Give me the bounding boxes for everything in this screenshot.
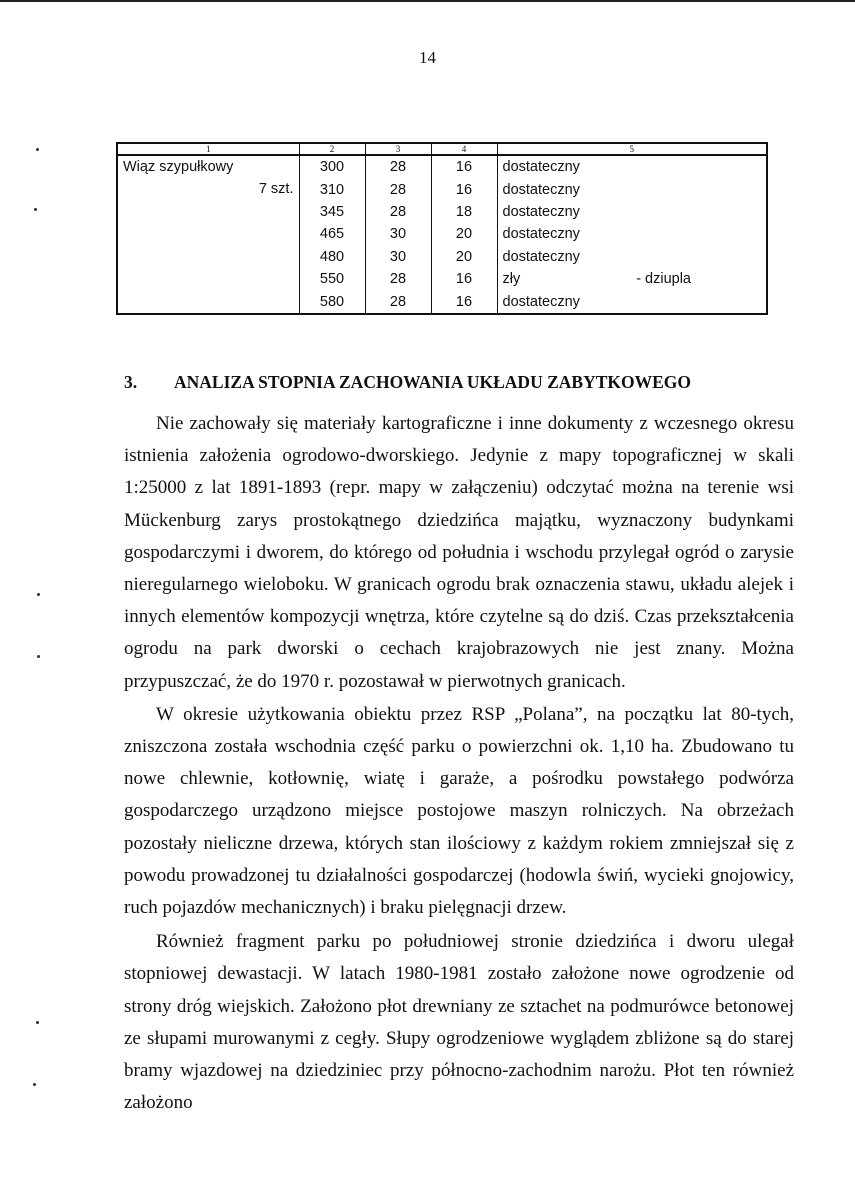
paragraph: Nie zachowały się materiały kartograficzne i inne dokumenty z wczesnego okresu istnienia założenia ogrodowo-dworskiego. Jedynie z mapy topograficznej w skali 1:25000 z lat 1891-1893 (repr. mapy w załączeniu) odczytać można na terenie wsi Mückenburg zarys prostokątnego dziedzińca majątku, wyznaczony budynkami gospodarczymi i dworem, do którego od południa i wschodu przylegał ogród o zarysie nieregularnego wieloboku. W granicach ogrodu brak oznaczenia stawu, układu alejek i innych elementów kompozycji wnętrza, które czytelne są do dziś. Czas przekształcenia ogrodu na park dworski o cechach krajobrazowych nie jest znany. Można przypuszczać, że do 1970 r. pozostawał w pierwotnych granicach. bbox=[124, 413, 794, 692]
species-name: Wiąz szypułkowy bbox=[123, 159, 234, 176]
condition-text: dostateczny bbox=[502, 248, 580, 265]
condition-cell bbox=[497, 178, 767, 200]
condition-text: dostateczny bbox=[502, 181, 580, 198]
scan-speck bbox=[36, 1021, 39, 1024]
height-cell: 30 bbox=[365, 246, 431, 268]
condition-text: zły bbox=[502, 271, 521, 288]
table-header-row bbox=[117, 143, 767, 155]
paragraph: Również fragment parku po południowej stronie dziedzińca i dworu ulegał stopniowej dewastacji. W latach 1980-1981 zostało założone nowe ogrodzenie od strony dróg wiejskich. Założono płot drewniany ze sztachet na podmurówce betonowej ze słupami murowanymi z cegły. Słupy ogrodzeniowe wyglądem zbliżone są do starej bramy wjazdowej na dziedziniec przy północno-zachodnim narożu. Płot ten również założono bbox=[124, 931, 794, 1114]
page-number: 14 bbox=[419, 48, 436, 67]
species-cell bbox=[117, 155, 299, 201]
condition-cell bbox=[497, 223, 767, 245]
height-cell: 28 bbox=[365, 268, 431, 290]
species-quantity: 7 szt. bbox=[258, 181, 294, 198]
scan-speck bbox=[36, 148, 39, 151]
body-text bbox=[124, 408, 794, 1119]
paragraph: W okresie użytkowania obiektu przez RSP „Polana”, na początku lat 80-tych, zniszczona została wschodnia część parku o powierzchni ok. 1,10 ha. Zbudowano tu nowe chlewnie, kotłownię, wiatę i garaże, a pośrodku powstałego podwórza gospodarczego urządzono miejsce postojowe maszyn rolniczych. Na obrzeżach pozostały nieliczne drzewa, których stan ilościowy z każdym rokiem zmniejszał się z powodu prowadzonej tu działalności gospodarczej (hodowla świń, wycieki gnojowicy, ruch pojazdów mechanicznych) i braku pielęgnacji drzew. bbox=[124, 703, 794, 919]
header-cell-4: 4 bbox=[431, 143, 497, 155]
condition-cell bbox=[497, 290, 767, 313]
circumference-cell: 465 bbox=[299, 223, 365, 245]
condition-text: dostateczny bbox=[502, 159, 580, 176]
condition-text: dostateczny bbox=[502, 293, 580, 310]
condition-text: dostateczny bbox=[502, 203, 580, 220]
table-row bbox=[117, 201, 767, 223]
condition-note: - dziupla bbox=[636, 271, 691, 288]
condition-cell bbox=[497, 268, 767, 290]
empty-species-cell bbox=[117, 201, 299, 314]
section-title: ANALIZA STOPNIA ZACHOWANIA UKŁADU ZABYTKOWEGO bbox=[174, 372, 691, 392]
height-cell: 28 bbox=[365, 155, 431, 178]
circumference-cell: 345 bbox=[299, 201, 365, 223]
circumference-cell: 310 bbox=[299, 178, 365, 200]
scan-speck bbox=[37, 593, 40, 596]
crown-cell: 16 bbox=[431, 268, 497, 290]
header-cell-3: 3 bbox=[365, 143, 431, 155]
condition-cell bbox=[497, 246, 767, 268]
height-cell: 28 bbox=[365, 290, 431, 313]
crown-cell: 18 bbox=[431, 201, 497, 223]
scan-speck bbox=[37, 655, 40, 658]
height-cell: 28 bbox=[365, 201, 431, 223]
circumference-cell: 550 bbox=[299, 268, 365, 290]
crown-cell: 20 bbox=[431, 223, 497, 245]
header-cell-2: 2 bbox=[299, 143, 365, 155]
condition-cell bbox=[497, 201, 767, 223]
condition-text: dostateczny bbox=[502, 226, 580, 243]
height-cell: 28 bbox=[365, 178, 431, 200]
condition-cell bbox=[497, 155, 767, 178]
circumference-cell: 300 bbox=[299, 155, 365, 178]
table-row bbox=[117, 155, 767, 178]
header-cell-1: 1 bbox=[117, 143, 299, 155]
scan-speck bbox=[34, 208, 37, 211]
top-border-line bbox=[0, 0, 855, 2]
height-cell: 30 bbox=[365, 223, 431, 245]
header-cell-5: 5 bbox=[497, 143, 767, 155]
section-heading bbox=[124, 372, 691, 393]
section-number: 3. bbox=[124, 372, 138, 392]
tree-inventory-table bbox=[116, 142, 768, 315]
crown-cell: 20 bbox=[431, 246, 497, 268]
scan-speck bbox=[33, 1083, 36, 1086]
crown-cell: 16 bbox=[431, 178, 497, 200]
crown-cell: 16 bbox=[431, 290, 497, 313]
circumference-cell: 480 bbox=[299, 246, 365, 268]
circumference-cell: 580 bbox=[299, 290, 365, 313]
crown-cell: 16 bbox=[431, 155, 497, 178]
